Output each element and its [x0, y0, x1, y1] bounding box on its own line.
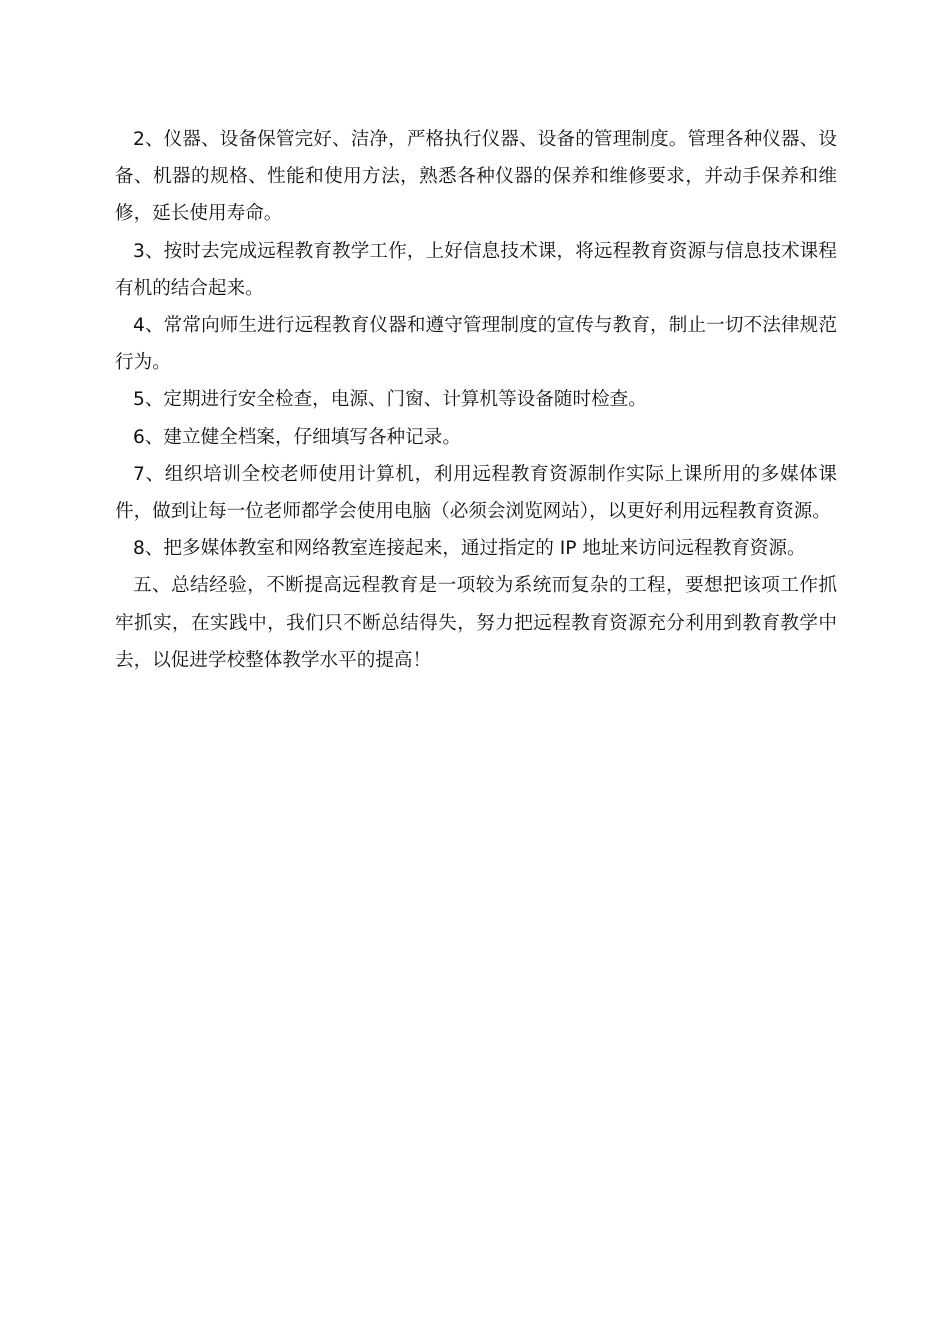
paragraph-item-7: 7、组织培训全校老师使用计算机，利用远程教育资源制作实际上课所用的多媒体课件，做到让每一位老师都学会使用电脑（必须会浏览网站），以更好利用远程教育资源。 — [115, 463, 837, 523]
paragraph-item-5: 5、定期进行安全检查，电源、门窗、计算机等设备随时检查。 — [133, 389, 647, 411]
paragraph-item-2: 2、仪器、设备保管完好、洁净，严格执行仪器、设备的管理制度。管理各种仪器、设备、机器的规格、性能和使用方法，熟悉各种仪器的保养和维修要求，并动手保养和维修，延长使用寿命。 — [115, 129, 837, 225]
paragraph-item-6: 6、建立健全档案，仔细填写各种记录。 — [133, 426, 461, 448]
document-body — [115, 121, 837, 679]
paragraph-item-3: 3、按时去完成远程教育教学工作，上好信息技术课，将远程教育资源与信息技术课程有机的结合起来。 — [115, 240, 837, 299]
paragraph-item-8: 8、把多媒体教室和网络教室连接起来，通过指定的 IP 地址来访问远程教育资源。 — [133, 538, 806, 560]
paragraph-item-4: 4、常常向师生进行远程教育仪器和遵守管理制度的宣传与教育，制止一切不法律规范行为。 — [115, 315, 837, 374]
paragraph-section-five: 五、总结经验，不断提高远程教育是一项较为系统而复杂的工程，要想把该项工作抓牢抓实，在实践中，我们只不断总结得失，努力把远程教育资源充分利用到教育教学中去，以促进学校整体教学水平的提高！ — [115, 575, 837, 671]
